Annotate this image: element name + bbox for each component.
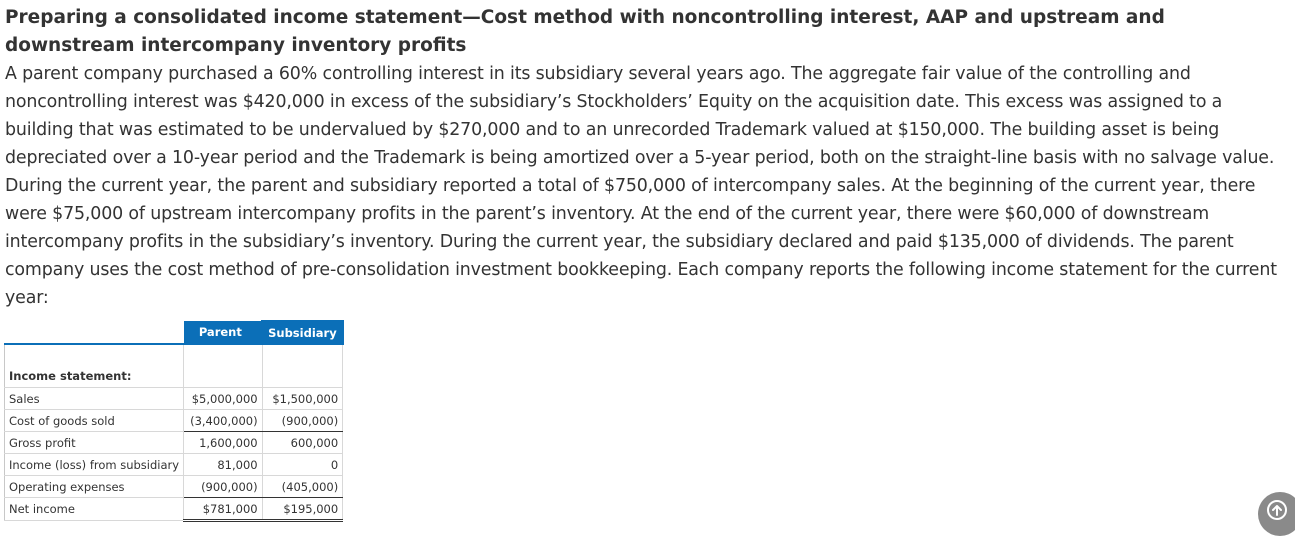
row-label: Cost of goods sold bbox=[5, 410, 184, 432]
table-row bbox=[5, 410, 343, 432]
arrow-up-icon bbox=[1267, 500, 1287, 520]
income-statement-table bbox=[4, 320, 344, 522]
row-label: Sales bbox=[5, 388, 184, 410]
table-row bbox=[5, 432, 343, 454]
header-subsidiary: Subsidiary bbox=[262, 321, 343, 344]
table-row bbox=[5, 454, 343, 476]
subsidiary-value: (900,000) bbox=[262, 410, 343, 432]
subsidiary-value: 600,000 bbox=[262, 432, 343, 454]
section-parent-empty bbox=[184, 344, 263, 388]
parent-value: (3,400,000) bbox=[184, 410, 263, 432]
subsidiary-value: 0 bbox=[262, 454, 343, 476]
row-label: Gross profit bbox=[5, 432, 184, 454]
parent-value: 81,000 bbox=[184, 454, 263, 476]
problem-content bbox=[5, 4, 1290, 312]
table-row bbox=[5, 476, 343, 498]
parent-value: 1,600,000 bbox=[184, 432, 263, 454]
row-label: Income (loss) from subsidiary bbox=[5, 454, 184, 476]
table-section-row bbox=[5, 344, 343, 388]
parent-value: (900,000) bbox=[184, 476, 263, 498]
parent-value: $5,000,000 bbox=[184, 388, 263, 410]
table-header-row bbox=[5, 321, 343, 344]
subsidiary-value: $195,000 bbox=[262, 498, 343, 521]
header-blank bbox=[5, 321, 184, 344]
scroll-to-top-button[interactable] bbox=[1258, 492, 1295, 536]
problem-title: Preparing a consolidated income statement—Cost method with noncontrolling interest, AAP and upstream and downstream intercompany inventory profits bbox=[5, 7, 1165, 56]
table-row bbox=[5, 388, 343, 410]
header-parent: Parent bbox=[184, 321, 263, 344]
parent-value: $781,000 bbox=[184, 498, 263, 521]
section-label: Income statement: bbox=[5, 344, 184, 388]
row-label: Operating expenses bbox=[5, 476, 184, 498]
table-row bbox=[5, 498, 343, 521]
section-subsidiary-empty bbox=[262, 344, 343, 388]
problem-body: A parent company purchased a 60% controlling interest in its subsidiary several years ago. The aggregate fair value of the controlling and noncontrolling interest was $420,000 in excess of the subsidiary’s Stockholders’ Equity on the acquisition date. This excess was assigned to a building that was estimated to be undervalued by $270,000 and to an unrecorded Trademark valued at $150,000. The building asset is being depreciated over a 10-year period and the Trademark is being amortized over a 5-year period, both on the straight-line basis with no salvage value. During the current year, the parent and subsidiary reported a total of $750,000 of intercompany sales. At the beginning of the current year, there were $75,000 of upstream intercompany profits in the parent’s inventory. At the end of the current year, there were $60,000 of downstream intercompany profits in the subsidiary’s inventory. During the current year, the subsidiary declared and paid $135,000 of dividends. The parent company uses the cost method of pre-consolidation investment bookkeeping. Each company reports the following income statement for the current year: bbox=[5, 64, 1277, 308]
subsidiary-value: (405,000) bbox=[262, 476, 343, 498]
subsidiary-value: $1,500,000 bbox=[262, 388, 343, 410]
row-label: Net income bbox=[5, 498, 184, 521]
